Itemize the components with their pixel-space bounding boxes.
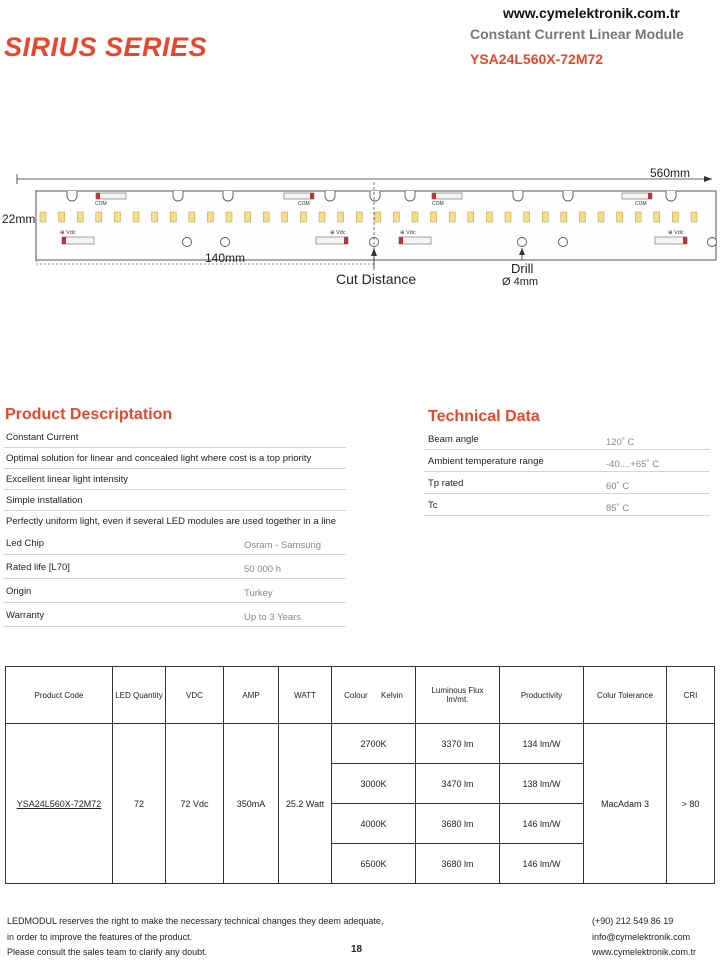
drill-size-label: Ø 4mm [502, 276, 539, 288]
specification-table [5, 666, 715, 884]
technical-data-title: Technical Data [428, 408, 540, 425]
tech-key: Tc [428, 500, 438, 511]
kelvin-cell: 4000K [332, 804, 416, 844]
header-watt: WATT [279, 667, 332, 724]
vdc-label-4: ⊕ Vdc [668, 230, 684, 236]
led-chip [393, 212, 399, 222]
property-row [4, 579, 346, 603]
led-chip [300, 212, 306, 222]
led-chip [245, 212, 251, 222]
tech-row [424, 472, 710, 494]
amp-cell: 350mA [224, 724, 279, 884]
table-header-row [6, 667, 715, 724]
tech-key: Beam angle [428, 434, 479, 445]
phone-number[interactable]: (+90) 212 549 86 19 [592, 916, 674, 926]
vdc-label-2: ⊕ Vdc [330, 230, 346, 236]
kelvin-cell: 3000K [332, 764, 416, 804]
led-chip [207, 212, 213, 222]
property-row [4, 531, 346, 555]
property-key: Warranty [6, 610, 45, 621]
productivity-cell: 134 lm/W [500, 724, 584, 764]
header-vdc: VDC [166, 667, 224, 724]
led-chip [524, 212, 530, 222]
vdc-label-1: ⊕ Vdc [60, 230, 76, 236]
technical-data-list [424, 428, 710, 516]
width-dimension [2, 190, 36, 262]
tech-row [424, 494, 710, 516]
vdc-cell: 72 Vdc [166, 724, 224, 884]
property-value: Turkey [244, 588, 273, 599]
description-item: Optimal solution for linear and concealed light where cost is a top priority [4, 448, 346, 469]
led-chip [282, 212, 288, 222]
led-chip [449, 212, 455, 222]
led-chip [654, 212, 660, 222]
table-row [6, 724, 715, 764]
notice-line: LEDMODUL reserves the right to make the necessary technical changes they deem adequate, [7, 916, 384, 926]
led-chip [617, 212, 623, 222]
led-chip [319, 212, 325, 222]
kelvin-cell: 2700K [332, 724, 416, 764]
led-chip [635, 212, 641, 222]
product-code-cell: YSA24L560X-72M72 [6, 724, 113, 884]
productivity-cell: 146 lm/W [500, 804, 584, 844]
led-chip [486, 212, 492, 222]
watt-cell: 25.2 Watt [279, 724, 332, 884]
description-item: Perfectly uniform light, even if several LED modules are used together in a line [6, 516, 337, 527]
cri-cell: > 80 [667, 724, 715, 884]
site-url[interactable]: www.cymelektronik.com.tr [503, 5, 680, 21]
tech-key: Tp rated [428, 478, 464, 489]
led-chip [77, 212, 83, 222]
segment-label: 140mm [205, 251, 246, 265]
model-code: YSA24L560X-72M72 [470, 51, 604, 67]
product-subtitle: Constant Current Linear Module [470, 26, 684, 42]
description-item: Constant Current [4, 427, 346, 448]
product-properties [4, 531, 346, 627]
flux-cell: 3680 lm [416, 804, 500, 844]
property-key: Rated life [L70] [6, 562, 70, 573]
description-item: Excellent linear light intensity [4, 469, 346, 490]
header-amp: AMP [224, 667, 279, 724]
header-cri: CRI [667, 667, 715, 724]
tech-value: 120˚ C [606, 437, 635, 448]
led-chip [542, 212, 548, 222]
width-label: 22mm [2, 212, 36, 226]
led-chip [133, 212, 139, 222]
led-chip [263, 212, 269, 222]
cut-distance-label: Cut Distance [336, 271, 417, 287]
led-chip [189, 212, 195, 222]
led-chip [356, 212, 362, 222]
length-label: 560mm [650, 166, 691, 180]
property-key: Led Chip [6, 538, 45, 549]
led-chip [114, 212, 120, 222]
footer-notice [7, 914, 383, 960]
email-link[interactable]: info@cymelektronik.com [592, 931, 691, 942]
header-product-code: Product Code [6, 667, 113, 724]
header-productivity: Productivity [500, 667, 584, 724]
kelvin-cell: 6500K [332, 844, 416, 884]
led-chip [468, 212, 474, 222]
property-row [4, 555, 346, 579]
led-chip [431, 212, 437, 222]
property-key: Origin [6, 586, 32, 597]
led-chip [579, 212, 585, 222]
property-value: 50 000 h [244, 564, 281, 575]
led-module-drawing [0, 160, 720, 295]
header-colour-tolerance: Colur Tolerance [584, 667, 667, 724]
led-chip [412, 212, 418, 222]
product-description-title: Product Descriptation [5, 406, 173, 423]
property-value: Up to 3 Years [244, 612, 302, 623]
property-value: Osram - Samsung [244, 540, 322, 551]
series-title: SIRIUS SERIES [4, 32, 208, 62]
vdc-label-3: ⊕ Vdc [400, 230, 416, 236]
led-chip [505, 212, 511, 222]
product-description-list [4, 427, 346, 532]
flux-cell: 3370 lm [416, 724, 500, 764]
description-item: Simple installation [4, 490, 346, 511]
drill-label: Drill [511, 261, 534, 276]
notice-line: in order to improve the features of the product. [7, 931, 193, 942]
led-chip [226, 212, 232, 222]
led-chip [152, 212, 158, 222]
tech-row [424, 428, 710, 450]
productivity-cell: 138 lm/W [500, 764, 584, 804]
led-chip [561, 212, 567, 222]
flux-cell: 3680 lm [416, 844, 500, 884]
website-link[interactable]: www.cymelektronik.com.tr [592, 947, 697, 957]
property-row [4, 603, 346, 627]
tech-key: Ambient temperature range [428, 456, 544, 467]
productivity-cell: 146 lm/W [500, 844, 584, 884]
com-label-1: COM [95, 201, 107, 207]
tech-row [424, 450, 710, 472]
led-quantity-cell: 72 [113, 724, 166, 884]
colour-tolerance-cell: MacAdam 3 [584, 724, 667, 884]
length-dimension [17, 166, 712, 184]
com-label-3: COM [432, 201, 444, 207]
flux-cell: 3470 lm [416, 764, 500, 804]
led-chip [598, 212, 604, 222]
header-luminous-flux: Luminous Flux lm/mt. [416, 667, 500, 724]
page-number: 18 [351, 944, 363, 955]
led-chip [170, 212, 176, 222]
com-label-4: COM [635, 201, 647, 207]
tech-value: 85˚ C [606, 503, 630, 514]
notice-line: Please consult the sales team to clarify any doubt. [7, 947, 208, 957]
led-chip [691, 212, 697, 222]
com-label-2: COM [298, 201, 310, 207]
header-colour-kelvin: Colour Kelvin [332, 667, 416, 724]
led-chip [59, 212, 65, 222]
led-chip [96, 212, 102, 222]
led-chip [338, 212, 344, 222]
tech-value: 60˚ C [606, 481, 630, 492]
led-chip [375, 212, 381, 222]
tech-value: -40....+65˚ C [606, 459, 660, 470]
footer-contact [592, 914, 696, 960]
header-led-quantity: LED Quantity [113, 667, 166, 724]
led-chip [672, 212, 678, 222]
led-chip [40, 212, 46, 222]
